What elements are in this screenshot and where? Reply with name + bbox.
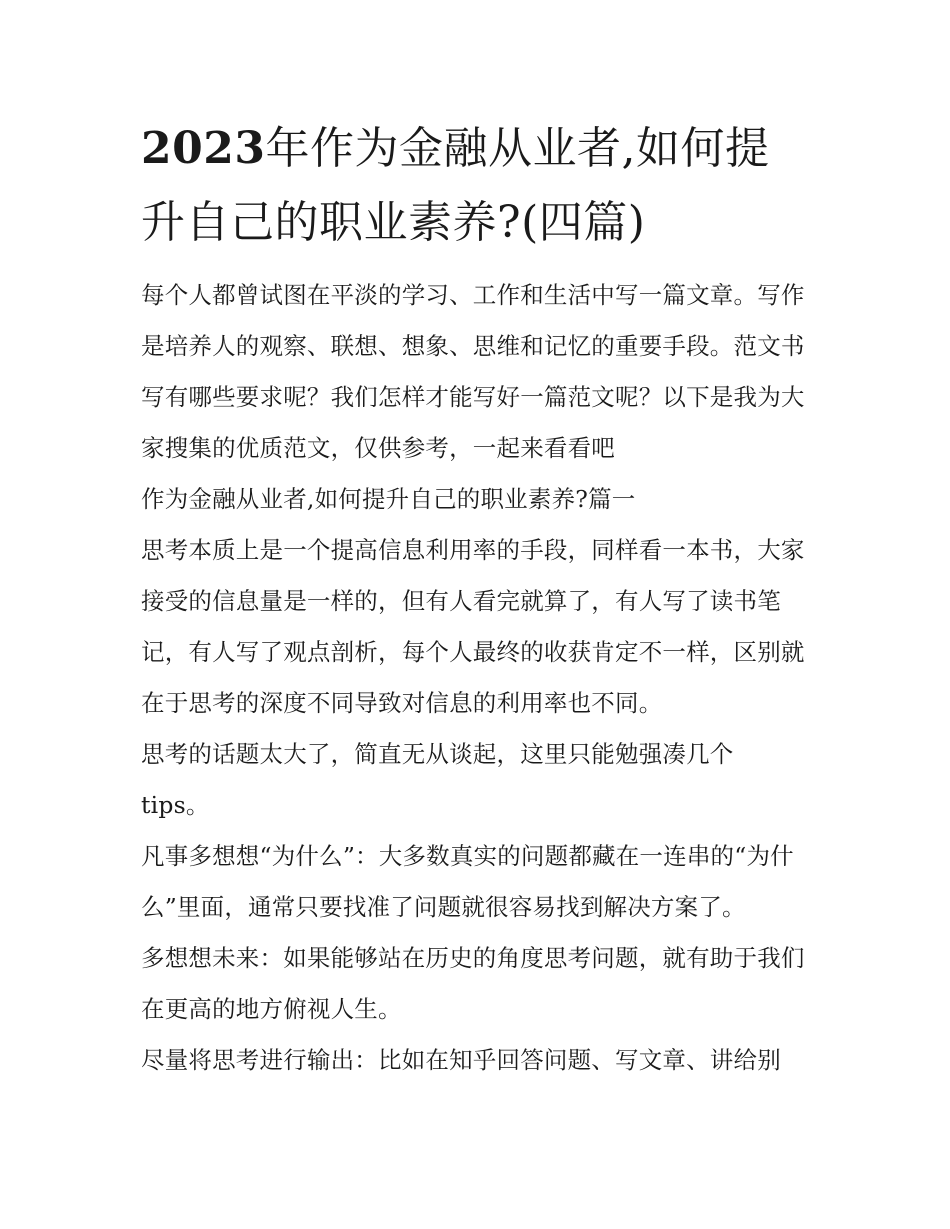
document-page (141, 112, 813, 1086)
document-title: 2023年作为金融从业者,如何提升自己的职业素养?(四篇) (141, 123, 770, 248)
paragraph: 尽量将思考进行输出：比如在知乎回答问题、写文章、讲给别 (141, 1046, 781, 1074)
paragraph: 思考的话题太大了，简直无从谈起，这里只能勉强凑几个tips。 (141, 740, 734, 819)
paragraph: 思考本质上是一个提高信息利用率的手段，同样看一本书，大家接受的信息量是一样的，但有人看完就算了，有人写了读书笔记，有人写了观点剖析，每个人最终的收获肯定不一样，区别就在于思考的深度不同导致对信息的利用率也不同。 (141, 536, 805, 717)
paragraph: 凡事多想想“为什么”：大多数真实的问题都藏在一连串的“为什么”里面，通常只要找准了问题就很容易找到解决方案了。 (141, 842, 794, 921)
document-body (141, 270, 813, 1086)
paragraph-intro: 每个人都曾试图在平淡的学习、工作和生活中写一篇文章。写作是培养人的观察、联想、想象、思维和记忆的重要手段。范文书写有哪些要求呢？我们怎样才能写好一篇范文呢？以下是我为大家搜集的优质范文，仅供参考，一起来看看吧 (141, 281, 805, 462)
section-heading-1: 作为金融从业者,如何提升自己的职业素养?篇一 (141, 485, 636, 513)
paragraph: 多想想未来：如果能够站在历史的角度思考问题，就有助于我们在更高的地方俯视人生。 (141, 944, 805, 1023)
